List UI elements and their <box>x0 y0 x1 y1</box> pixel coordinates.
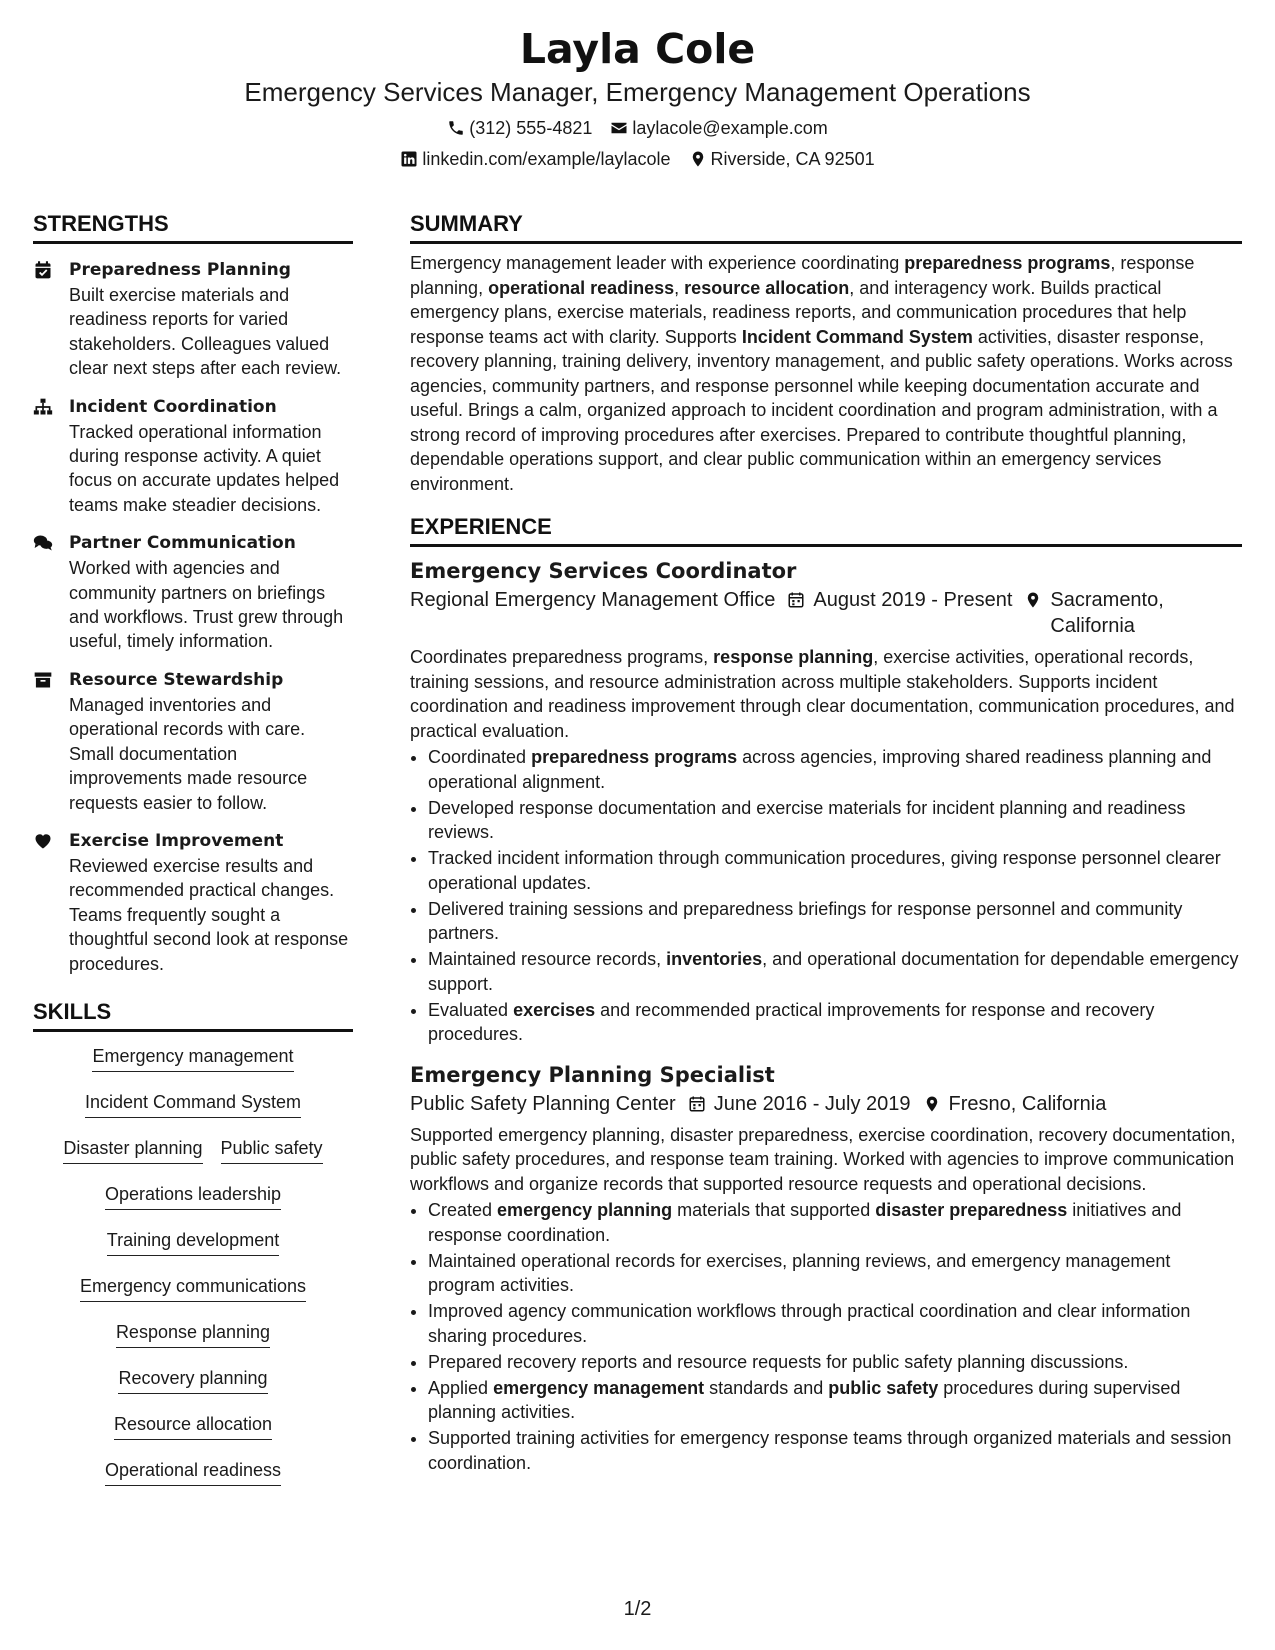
strength-item <box>33 395 353 518</box>
emphasis-text: exercises <box>513 999 596 1020</box>
contact-line-1 <box>0 116 1275 140</box>
text-run: , and interagency work. Builds practical emergency plans, exercise materials, readiness reports, and communication procedures that help response teams act with clarity. Supports <box>410 277 1187 347</box>
summary-heading: SUMMARY <box>410 210 1242 244</box>
skill-tag: Resource allocation <box>114 1412 272 1440</box>
strength-desc: Built exercise materials and readiness reports for varied stakeholders. Colleagues valued clear next steps after each review. <box>69 285 342 379</box>
job-title: Emergency Planning Specialist <box>410 1062 775 1087</box>
resume-header <box>0 22 1275 171</box>
summary-text <box>410 251 1242 496</box>
emphasis-text: emergency planning <box>497 1200 673 1220</box>
strength-title: Incident Coordination <box>69 396 277 417</box>
strength-title: Preparedness Planning <box>69 260 291 280</box>
emphasis-text: response planning <box>713 647 874 667</box>
skill-tag: Operations leadership <box>105 1182 281 1210</box>
text-run: Applied <box>428 1377 494 1398</box>
job-description <box>410 645 1242 743</box>
text-run: , response planning, <box>410 253 1195 298</box>
phone-icon <box>447 119 465 137</box>
text-run: Improved agency communication workflows through practical coordination and clear information sharing procedures. <box>428 1301 1191 1346</box>
text-run: Prepared recovery reports and resource requests for public safety planning discussions. <box>428 1351 1129 1372</box>
job-bullets <box>410 1198 1242 1475</box>
bullet-item <box>428 1376 1242 1425</box>
skill-tag: Emergency communications <box>80 1274 306 1302</box>
phone-text: (312) 555-4821 <box>469 118 593 138</box>
candidate-title: Emergency Services Manager, Emergency Management Operations <box>244 77 1031 107</box>
text-run: Emergency management leader with experience coordinating <box>410 253 905 273</box>
job-dates <box>787 587 1012 613</box>
envelope-icon <box>610 119 628 137</box>
bullet-item <box>428 846 1242 895</box>
skill-tag: Operational readiness <box>105 1458 281 1486</box>
linkedin-contact[interactable] <box>400 147 670 171</box>
text-run: Developed response documentation and exercise materials for incident planning and readiness reviews. <box>428 797 1186 842</box>
strength-title: Resource Stewardship <box>69 669 284 690</box>
bullet-item <box>428 947 1242 996</box>
job-entry <box>410 557 1242 1047</box>
strength-item <box>33 829 353 976</box>
org-chart-icon <box>33 397 53 417</box>
strength-item <box>33 531 353 654</box>
emphasis-text: emergency management <box>493 1377 705 1398</box>
skill-tag: Training development <box>107 1228 279 1256</box>
bullet-item <box>428 897 1242 946</box>
map-pin-icon <box>689 150 707 168</box>
heart-icon <box>33 831 53 851</box>
job-entry <box>410 1061 1242 1476</box>
skill-tag: Incident Command System <box>85 1090 301 1118</box>
skill-tag: Emergency management <box>92 1044 293 1072</box>
strength-desc: Tracked operational information during response activity. A quiet focus on accurate updates helped teams make steadier decisions. <box>69 421 340 515</box>
job-location-text: Fresno, California <box>948 1092 1107 1115</box>
page-number: 1/2 <box>623 1598 652 1620</box>
strength-desc: Reviewed exercise results and recommended practical changes. Teams frequently sought a thoughtful second look at response procedures. <box>69 855 349 974</box>
strengths-list <box>33 258 353 976</box>
text-run: initiatives and response coordination. <box>428 1200 1182 1245</box>
text-run: Evaluated <box>428 999 514 1020</box>
comments-icon <box>33 533 53 553</box>
skills-heading: SKILLS <box>33 998 353 1032</box>
skills-list <box>33 1044 353 1504</box>
text-run: activities, disaster response, recovery planning, training delivery, inventory management, and public safety operations. Works across agencies, community partners, and response personnel while keeping documentation accurate and useful. Brings a calm, organized approach to incident coordination and program administration, with a strong record of improving procedures after exercises. Prepared to contribute thoughtful planning, dependable operations support, and clear public communication within an emergency services environment. <box>410 326 1233 494</box>
phone-contact <box>447 116 592 140</box>
calendar-check-icon <box>33 260 53 280</box>
job-organization: Public Safety Planning Center <box>410 1092 676 1115</box>
job-bullets <box>410 745 1242 1047</box>
left-column <box>33 210 353 1504</box>
bullet-item <box>428 1249 1242 1298</box>
text-run: Maintained resource records, <box>428 949 667 969</box>
bullet-item <box>428 745 1242 794</box>
calendar-icon <box>688 1095 706 1113</box>
strength-title: Partner Communication <box>69 533 296 554</box>
text-run: Coordinates preparedness programs, <box>410 647 714 667</box>
job-description <box>410 1123 1242 1197</box>
text-run: , <box>674 277 685 298</box>
candidate-name: Layla Cole <box>519 25 756 73</box>
map-pin-icon <box>923 1095 941 1113</box>
emphasis-text: operational readiness <box>488 277 675 298</box>
job-dates-text: August 2019 - Present <box>813 589 1013 611</box>
emphasis-text: resource allocation <box>684 277 850 298</box>
text-run: Created <box>428 1200 498 1220</box>
bullet-item <box>428 1426 1242 1475</box>
text-run: , exercise activities, operational records, training sessions, and resource administration across multiple stakeholders. Supports incident coordination and readiness improvement through clear documentation, communication procedures, and practical evaluation. <box>410 647 1235 741</box>
job-location-text: Sacramento, California <box>1050 589 1164 637</box>
emphasis-text: disaster preparedness <box>875 1200 1068 1220</box>
bullet-item <box>428 1198 1242 1247</box>
skill-tag: Recovery planning <box>118 1366 267 1394</box>
email-text[interactable]: laylacole@example.com <box>632 118 828 138</box>
right-column <box>410 210 1242 1477</box>
text-run: and recommended practical improvements for response and recovery procedures. <box>428 999 1155 1044</box>
strength-desc: Managed inventories and operational records with care. Small documentation improvements made resource requests easier to follow. <box>69 694 308 813</box>
text-run: procedures during supervised planning activities. <box>428 1377 1181 1422</box>
strength-item <box>33 668 353 815</box>
contact-line-2 <box>0 147 1275 171</box>
text-run: standards and <box>704 1377 829 1398</box>
bullet-item <box>428 998 1242 1047</box>
bullet-item <box>428 1299 1242 1348</box>
experience-heading: EXPERIENCE <box>410 513 1242 547</box>
text-run: Coordinated <box>428 747 532 767</box>
text-run: materials that supported <box>672 1200 876 1220</box>
archive-icon <box>33 670 53 690</box>
skill-tag: Response planning <box>116 1320 270 1348</box>
bullet-item <box>428 1350 1242 1375</box>
strength-item <box>33 258 353 381</box>
email-contact[interactable] <box>610 116 827 140</box>
text-run: Tracked incident information through communication procedures, giving response personnel clearer operational updates. <box>428 848 1221 893</box>
emphasis-text: preparedness programs <box>904 253 1111 273</box>
emphasis-text: public safety <box>828 1377 939 1398</box>
location-contact <box>689 147 875 171</box>
text-run: Supported emergency planning, disaster preparedness, exercise coordination, recovery documentation, public safety procedures, and response team training. Worked with agencies to improve communication workflows and organize records that supported resource requests and operational decisions. <box>410 1124 1236 1194</box>
job-meta <box>410 1091 1242 1117</box>
location-text: Riverside, CA 92501 <box>710 149 875 169</box>
job-dates-text: June 2016 - July 2019 <box>713 1092 911 1115</box>
text-run: Supported training activities for emergency response teams through organized materials and session coordination. <box>428 1428 1232 1473</box>
text-run: Delivered training sessions and preparedness briefings for response personnel and community partners. <box>428 898 1183 943</box>
text-run: , and operational documentation for dependable emergency support. <box>428 949 1239 994</box>
emphasis-text: preparedness programs <box>531 747 738 767</box>
strength-title: Exercise Improvement <box>69 830 284 851</box>
emphasis-text: inventories <box>666 949 763 969</box>
text-run: across agencies, improving shared readiness planning and operational alignment. <box>428 747 1212 792</box>
job-title: Emergency Services Coordinator <box>410 559 797 583</box>
strengths-heading: STRENGTHS <box>33 210 353 244</box>
calendar-icon <box>787 591 805 609</box>
job-location <box>1024 587 1174 639</box>
job-meta <box>410 587 1242 639</box>
map-pin-icon <box>1024 591 1042 609</box>
skill-tag: Public safety <box>221 1136 323 1164</box>
linkedin-icon <box>400 150 418 168</box>
strength-desc: Worked with agencies and community partners on briefings and workflows. Trust grew through useful, timely information. <box>69 558 344 652</box>
job-organization: Regional Emergency Management Office <box>410 589 776 611</box>
job-location <box>923 1091 1107 1117</box>
job-dates <box>688 1091 911 1117</box>
text-run: Maintained operational records for exercises, planning reviews, and emergency management program activities. <box>428 1250 1171 1295</box>
bullet-item <box>428 796 1242 845</box>
linkedin-text[interactable]: linkedin.com/example/laylacole <box>422 149 671 169</box>
emphasis-text: Incident Command System <box>741 326 973 347</box>
skill-tag: Disaster planning <box>63 1136 202 1164</box>
